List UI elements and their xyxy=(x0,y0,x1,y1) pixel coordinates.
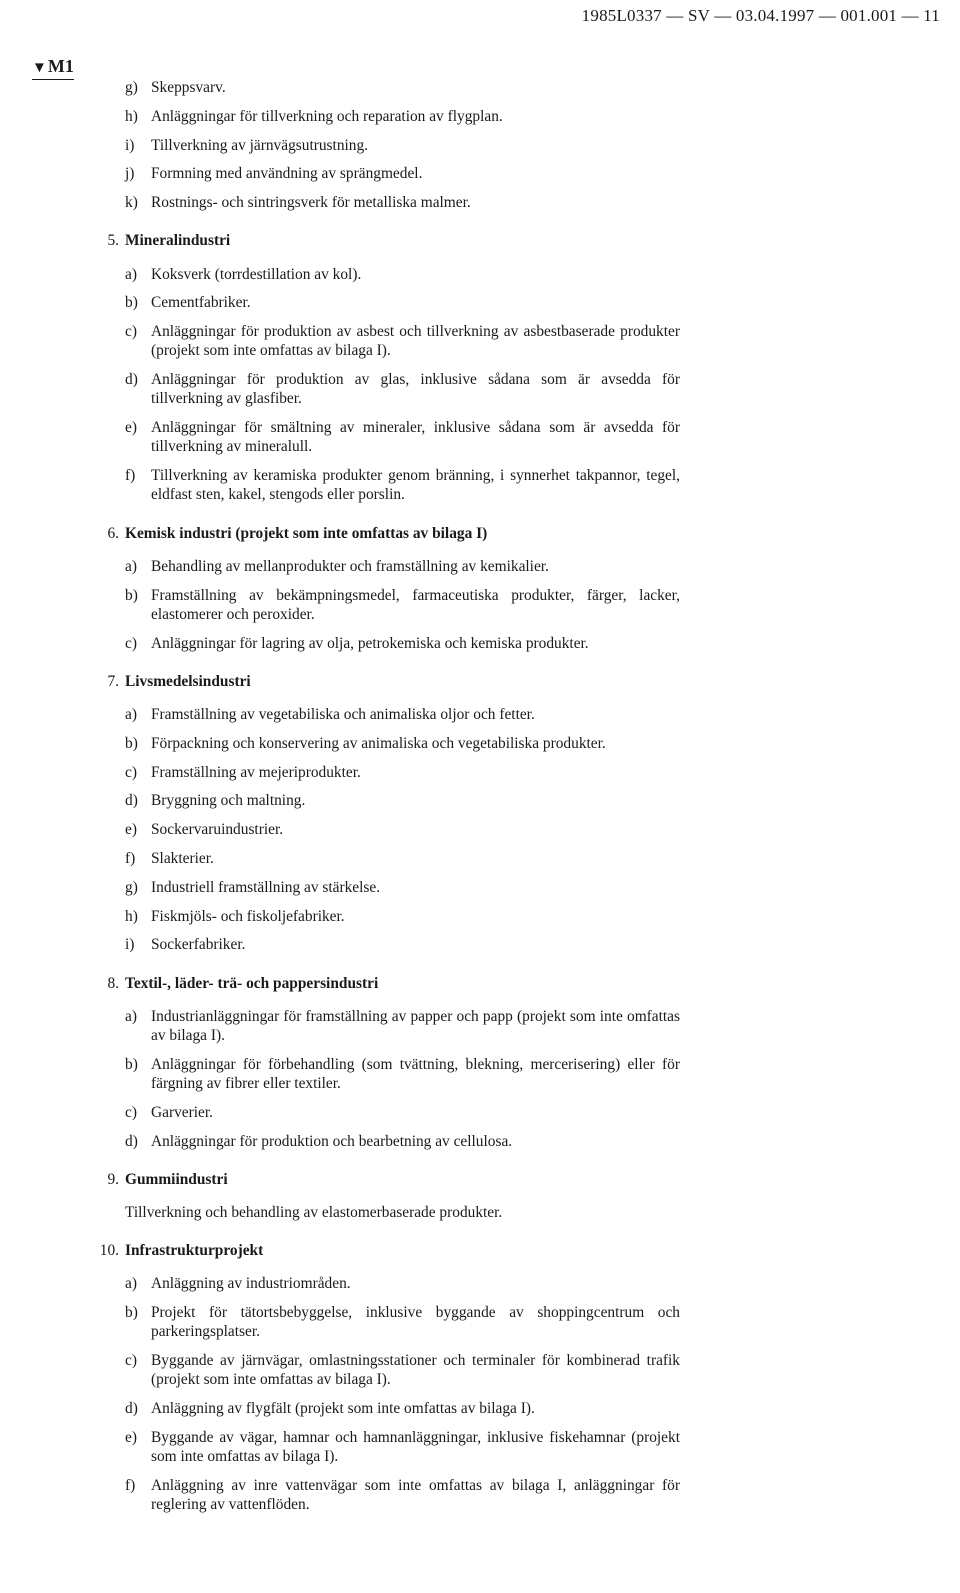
section-heading xyxy=(107,672,680,691)
section-number: 7. xyxy=(107,672,119,690)
item-text: Tillverkning av järnvägsutrustning. xyxy=(151,136,369,154)
item-text: Tillverkning av keramiska produkter genom bränning, i synnerhet takpannor, tegel, eldfast sten, kakel, stengods eller porslin. xyxy=(151,467,680,504)
list-item xyxy=(125,193,680,212)
section-number: 6. xyxy=(107,524,119,542)
section-heading xyxy=(107,231,680,250)
list-item xyxy=(125,1476,680,1514)
item-label: e) xyxy=(125,1428,137,1446)
section-title: Textil-, läder- trä- och pappersindustri xyxy=(125,974,379,992)
item-text: Anläggningar för produktion av glas, inklusive sådana som är avsedda för tillverkning av glasfiber. xyxy=(151,371,680,408)
item-text: Industrianläggningar för framställning av papper och papp (projekt som inte omfattas av bilaga I). xyxy=(151,1007,680,1044)
item-text: Anläggning av flygfält (projekt som inte omfattas av bilaga I). xyxy=(151,1400,535,1418)
item-label: g) xyxy=(125,878,138,896)
item-label: a) xyxy=(125,265,137,283)
section-heading xyxy=(107,1170,680,1189)
item-label: b) xyxy=(125,1304,138,1322)
item-label: a) xyxy=(125,1275,137,1293)
item-label: e) xyxy=(125,821,137,839)
item-text: Anläggningar för tillverkning och reparation av flygplan. xyxy=(151,107,503,125)
item-text: Anläggning av inre vattenvägar som inte omfattas av bilaga I, anläggningar för reglering av vattenflöden. xyxy=(151,1476,680,1514)
section-heading xyxy=(107,974,680,993)
item-label: h) xyxy=(125,107,138,125)
item-label: f) xyxy=(125,467,136,485)
item-text: Byggande av järnvägar, omlastningsstationer och terminaler för kombinerad trafik (projekt som inte omfattas av bilaga I). xyxy=(151,1352,680,1389)
list-item xyxy=(125,1007,680,1045)
list-item xyxy=(125,907,680,926)
item-label: g) xyxy=(125,79,138,96)
list-item xyxy=(125,322,680,360)
item-label: c) xyxy=(125,763,137,781)
item-text: Skeppsvarv. xyxy=(151,79,226,96)
list-item xyxy=(125,107,680,126)
section-title: Gummiindustri xyxy=(125,1170,228,1188)
item-text: Rostnings- och sintringsverk för metalliska malmer. xyxy=(151,194,471,212)
item-text: Framställning av mejeriprodukter. xyxy=(151,763,361,781)
item-text: Anläggningar för lagring av olja, petrokemiska och kemiska produkter. xyxy=(151,634,589,652)
item-label: i) xyxy=(125,136,135,154)
item-text: Framställning av bekämpningsmedel, farmaceutiska produkter, färger, lacker, elastomerer och peroxider. xyxy=(151,586,680,623)
item-label: h) xyxy=(125,907,138,925)
list-item xyxy=(125,849,680,868)
item-label: d) xyxy=(125,1132,138,1150)
list-item xyxy=(125,1132,680,1151)
item-label: f) xyxy=(125,1476,136,1494)
list-item xyxy=(125,1399,680,1418)
item-text: Framställning av vegetabiliska och animaliska oljor och fetter. xyxy=(151,706,535,723)
item-label: a) xyxy=(125,706,137,723)
section-number: 8. xyxy=(107,974,119,992)
list-item xyxy=(125,586,680,624)
item-label: a) xyxy=(125,1007,137,1025)
item-label: e) xyxy=(125,419,137,437)
item-text: Projekt för tätortsbebyggelse, inklusive byggande av shoppingcentrum och parkeringsplatser. xyxy=(151,1304,680,1341)
item-label: b) xyxy=(125,1055,138,1073)
list-item xyxy=(125,791,680,810)
page-header: 1985L0337 — SV — 03.04.1997 — 001.001 — 11 xyxy=(581,6,940,25)
list-item xyxy=(125,634,680,653)
item-text: Formning med användning av sprängmedel. xyxy=(151,165,423,183)
item-text: Anläggning av industriområden. xyxy=(151,1275,351,1293)
section-number: 5. xyxy=(107,232,119,250)
item-text: Koksverk (torrdestillation av kol). xyxy=(151,265,362,283)
item-text: Fiskmjöls- och fiskoljefabriker. xyxy=(151,907,345,925)
item-text: Anläggningar för förbehandling (som tvättning, blekning, mercerisering) eller för färgning av fibrer eller textiler. xyxy=(151,1055,680,1092)
list-item xyxy=(125,78,680,97)
item-label: d) xyxy=(125,792,138,810)
marker-label: M1 xyxy=(47,56,74,76)
list-item xyxy=(125,164,680,183)
list-item xyxy=(125,557,680,576)
item-label: f) xyxy=(125,849,136,867)
item-label: c) xyxy=(125,1352,137,1370)
item-text: Garverier. xyxy=(151,1103,213,1121)
section-number: 10. xyxy=(99,1242,119,1260)
item-text: Anläggningar för smältning av mineraler, inklusive sådana som är avsedda för tillverkning av mineralull. xyxy=(151,419,680,456)
section-number: 9. xyxy=(107,1170,119,1188)
item-label: d) xyxy=(125,1400,138,1418)
list-item xyxy=(125,1274,680,1293)
list-item xyxy=(125,705,680,724)
list-item xyxy=(125,1428,680,1466)
item-text: Industriell framställning av stärkelse. xyxy=(151,878,381,896)
item-text: Sockerfabriker. xyxy=(151,936,246,954)
item-label: c) xyxy=(125,634,137,652)
section-text: Tillverkning och behandling av elastomerbaserade produkter. xyxy=(125,1203,503,1221)
item-text: Byggande av vägar, hamnar och hamnanläggningar, inklusive fiskehamnar (projekt som inte omfattas av bilaga I). xyxy=(151,1428,680,1466)
item-label: d) xyxy=(125,371,138,389)
item-text: Anläggningar för produktion av asbest och tillverkning av asbestbaserade produkter (projekt som inte omfattas av bilaga I). xyxy=(151,323,680,360)
list-item xyxy=(125,878,680,897)
triangle-down-icon: ▼ xyxy=(32,60,47,76)
item-label: b) xyxy=(125,294,138,312)
section-title: Livsmedelsindustri xyxy=(125,672,251,690)
item-text: Behandling av mellanprodukter och framställning av kemikalier. xyxy=(151,557,549,575)
list-item xyxy=(125,1055,680,1093)
list-item xyxy=(125,136,680,155)
document-body xyxy=(99,78,680,1524)
section-title: Infrastrukturprojekt xyxy=(125,1242,264,1260)
item-text: Cementfabriker. xyxy=(151,294,251,312)
list-item xyxy=(125,734,680,753)
section-heading xyxy=(107,524,680,543)
section-title: Mineralindustri xyxy=(125,232,231,250)
list-item xyxy=(125,265,680,284)
item-label: c) xyxy=(125,1103,137,1121)
section-heading xyxy=(99,1241,680,1260)
list-item xyxy=(125,466,680,504)
item-text: Anläggningar för produktion och bearbetning av cellulosa. xyxy=(151,1132,513,1150)
item-label: j) xyxy=(125,165,135,183)
list-item xyxy=(125,935,680,954)
amendment-marker xyxy=(32,56,74,80)
item-label: k) xyxy=(125,194,138,212)
item-text: Sockervaruindustrier. xyxy=(151,821,284,839)
item-label: c) xyxy=(125,323,137,341)
list-item xyxy=(125,293,680,312)
item-label: b) xyxy=(125,734,138,752)
section-title: Kemisk industri (projekt som inte omfattas av bilaga I) xyxy=(125,524,488,542)
list-item xyxy=(125,820,680,839)
list-item xyxy=(125,370,680,408)
item-text: Bryggning och maltning. xyxy=(151,792,306,810)
list-item xyxy=(125,763,680,782)
item-text: Förpackning och konservering av animaliska och vegetabiliska produkter. xyxy=(151,734,606,752)
list-item xyxy=(125,1351,680,1389)
item-label: i) xyxy=(125,936,135,954)
list-item xyxy=(125,1103,680,1122)
list-item xyxy=(125,418,680,456)
item-label: a) xyxy=(125,557,137,575)
list-item xyxy=(125,1303,680,1341)
item-text: Slakterier. xyxy=(151,849,214,867)
item-label: b) xyxy=(125,586,138,604)
